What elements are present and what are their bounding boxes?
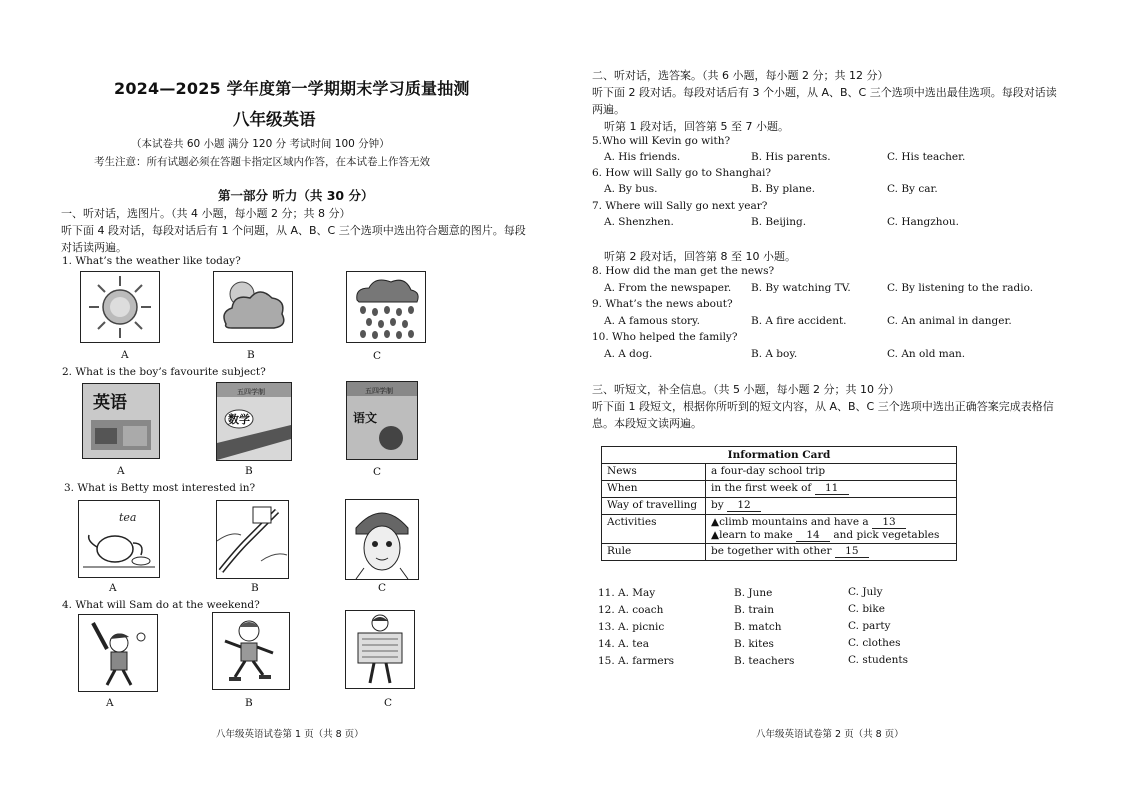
section-3-heading: 三、听短文，补全信息。（共 5 小题，每小题 2 分；共 10 分） <box>592 383 900 396</box>
card-row-key: Way of travelling <box>602 498 706 515</box>
sun-icon <box>80 271 160 343</box>
tea-label: tea <box>119 511 137 524</box>
exam-meta: （本试卷共 60 小题 满分 120 分 考试时间 100 分钟） <box>131 138 390 150</box>
chinese-book-label: 语文 <box>353 411 378 425</box>
question-5-option-c: C. His teacher. <box>887 151 966 163</box>
question-10-option-a: A. A dog. <box>604 348 653 360</box>
page-footer-left: 八年级英语试卷第 1 页（共 8 页） <box>216 729 364 740</box>
question-6: 6. How will Sally go to Shanghai? <box>592 167 771 179</box>
option-label-c: C <box>378 582 387 594</box>
option-label-b: B <box>245 465 253 477</box>
option-label-b: B <box>247 349 255 361</box>
option-row-12-a: 12. A. coach <box>598 604 664 616</box>
card-text: by <box>711 499 724 511</box>
option-row-15-b: B. teachers <box>734 655 795 667</box>
rain-icon <box>346 271 426 343</box>
card-row-key: News <box>602 464 706 481</box>
chinese-book-series: 五四学制 <box>365 387 393 395</box>
answer-blank: 11 <box>815 482 849 495</box>
option-row-11-b: B. June <box>734 587 773 599</box>
question-6-option-a: A. By bus. <box>604 183 658 195</box>
answer-blank: 12 <box>727 499 761 512</box>
question-6-option-b: B. By plane. <box>751 183 816 195</box>
question-10-option-b: B. A boy. <box>751 348 798 360</box>
answer-blank: 15 <box>835 545 869 558</box>
question-9-option-a: A. A famous story. <box>604 315 700 327</box>
page-1 <box>0 0 560 793</box>
option-label-a: A <box>109 582 117 594</box>
option-label-a: A <box>117 465 125 477</box>
exam-subject: 八年级英语 <box>233 110 316 129</box>
section-2-heading: 二、听对话，选答案。（共 6 小题，每小题 2 分；共 12 分） <box>592 69 889 82</box>
question-6-option-c: C. By car. <box>887 183 938 195</box>
section-3-instruction-2: 息。本段短文读两遍。 <box>592 417 702 430</box>
question-5-option-b: B. His parents. <box>751 151 831 163</box>
page-2 <box>560 0 1121 793</box>
option-row-13-c: C. party <box>848 620 891 632</box>
question-8-option-c: C. By listening to the radio. <box>887 282 1034 294</box>
answer-blank: 13 <box>872 516 906 529</box>
question-10: 10. Who helped the family? <box>592 331 738 343</box>
card-row-value <box>706 544 957 561</box>
section-3-instruction: 听下面 1 段短文，根据你所听到的短文内容，从 A、B、C 三个选项中选出正确答案完成表格信 <box>592 400 1054 413</box>
chinese-book-icon <box>346 381 418 460</box>
option-row-14-c: C. clothes <box>848 637 901 649</box>
card-text: ▲learn to make <box>711 529 793 541</box>
dialog-1-note: 听第 1 段对话，回答第 5 至 7 小题。 <box>604 120 789 133</box>
card-row-value <box>706 498 957 515</box>
part-1-title: 第一部分 听力（共 30 分） <box>218 188 374 203</box>
question-8: 8. How did the man get the news? <box>592 265 775 277</box>
section-1-heading: 一、听对话，选图片。（共 4 小题，每小题 2 分；共 8 分） <box>61 207 351 220</box>
question-1: 1. What’s the weather like today? <box>62 255 241 267</box>
card-row-value <box>706 481 957 498</box>
question-5-option-a: A. His friends. <box>604 151 681 163</box>
cloudy-icon <box>213 271 293 343</box>
question-9: 9. What’s the news about? <box>592 298 733 310</box>
question-2: 2. What is the boy’s favourite subject? <box>62 366 266 378</box>
exam-notice: 考生注意：所有试题必须在答题卡指定区域内作答，在本试卷上作答无效 <box>94 156 430 168</box>
section-2-instruction-2: 两遍。 <box>592 103 625 116</box>
card-row-value: a four-day school trip <box>706 464 957 481</box>
card-row-key: Rule <box>602 544 706 561</box>
answer-blank: 14 <box>796 529 830 542</box>
option-row-13-b: B. match <box>734 621 782 633</box>
option-row-12-b: B. train <box>734 604 775 616</box>
option-label-c: C <box>373 350 382 362</box>
option-row-11-c: C. July <box>848 586 883 598</box>
section-2-instruction: 听下面 2 段对话。每段对话后有 3 个小题，从 A、B、C 三个选项中选出最佳选项。每段对话读 <box>592 86 1057 99</box>
baseball-player-icon <box>78 614 158 692</box>
question-3: 3. What is Betty most interested in? <box>64 482 256 494</box>
question-4: 4. What will Sam do at the weekend? <box>62 599 260 611</box>
information-card <box>601 446 957 561</box>
dialog-2-note: 听第 2 段对话，回答第 8 至 10 小题。 <box>604 250 796 263</box>
question-7-option-b: B. Beijing. <box>751 216 807 228</box>
card-text: and pick vegetables <box>833 529 940 541</box>
section-1-instruction: 听下面 4 段对话，每段对话后有 1 个问题，从 A、B、C 三个选项中选出符合题意的图片。每段 <box>61 224 526 237</box>
card-text: ▲climb mountains and have a <box>711 516 869 528</box>
card-row-value <box>706 515 957 544</box>
page-footer-right: 八年级英语试卷第 2 页（共 8 页） <box>756 729 904 740</box>
option-label-c: C <box>384 697 393 709</box>
question-9-option-c: C. An animal in danger. <box>887 315 1012 327</box>
option-row-13-a: 13. A. picnic <box>598 621 665 633</box>
question-9-option-b: B. A fire accident. <box>751 315 847 327</box>
math-book-series: 五四学制 <box>237 388 265 396</box>
information-card-title: Information Card <box>602 447 957 464</box>
great-wall-icon <box>216 500 289 579</box>
option-label-b: B <box>245 697 253 709</box>
question-10-option-c: C. An old man. <box>887 348 966 360</box>
option-row-15-a: 15. A. farmers <box>598 655 675 667</box>
opera-face-icon <box>345 499 419 580</box>
question-7: 7. Where will Sally go next year? <box>592 200 768 212</box>
question-8-option-b: B. By watching TV. <box>751 282 851 294</box>
option-row-14-a: 14. A. tea <box>598 638 649 650</box>
option-label-a: A <box>106 697 114 709</box>
newspaper-reader-icon <box>345 610 415 689</box>
option-label-a: A <box>121 349 129 361</box>
option-label-c: C <box>373 466 382 478</box>
option-row-11-a: 11. A. May <box>598 587 656 599</box>
math-book-label: 数学 <box>228 413 250 426</box>
section-1-instruction-2: 对话读两遍。 <box>61 241 127 254</box>
question-7-option-a: A. Shenzhen. <box>604 216 674 228</box>
skating-boy-icon <box>212 612 290 690</box>
option-row-14-b: B. kites <box>734 638 774 650</box>
option-row-12-c: C. bike <box>848 603 885 615</box>
option-row-15-c: C. students <box>848 654 909 666</box>
card-text: be together with other <box>711 545 832 557</box>
card-row-key: When <box>602 481 706 498</box>
english-book-label: 英语 <box>93 393 127 413</box>
exam-title: 2024—2025 学年度第一学期期末学习质量抽测 <box>114 79 470 98</box>
english-book-icon <box>82 383 160 459</box>
question-5: 5.Who will Kevin go with? <box>592 135 731 147</box>
question-8-option-a: A. From the newspaper. <box>604 282 732 294</box>
card-row-key: Activities <box>602 515 706 544</box>
teapot-icon <box>78 500 160 578</box>
option-label-b: B <box>251 582 259 594</box>
question-7-option-c: C. Hangzhou. <box>887 216 959 228</box>
math-book-icon <box>216 382 292 461</box>
card-text: in the first week of <box>711 482 812 494</box>
